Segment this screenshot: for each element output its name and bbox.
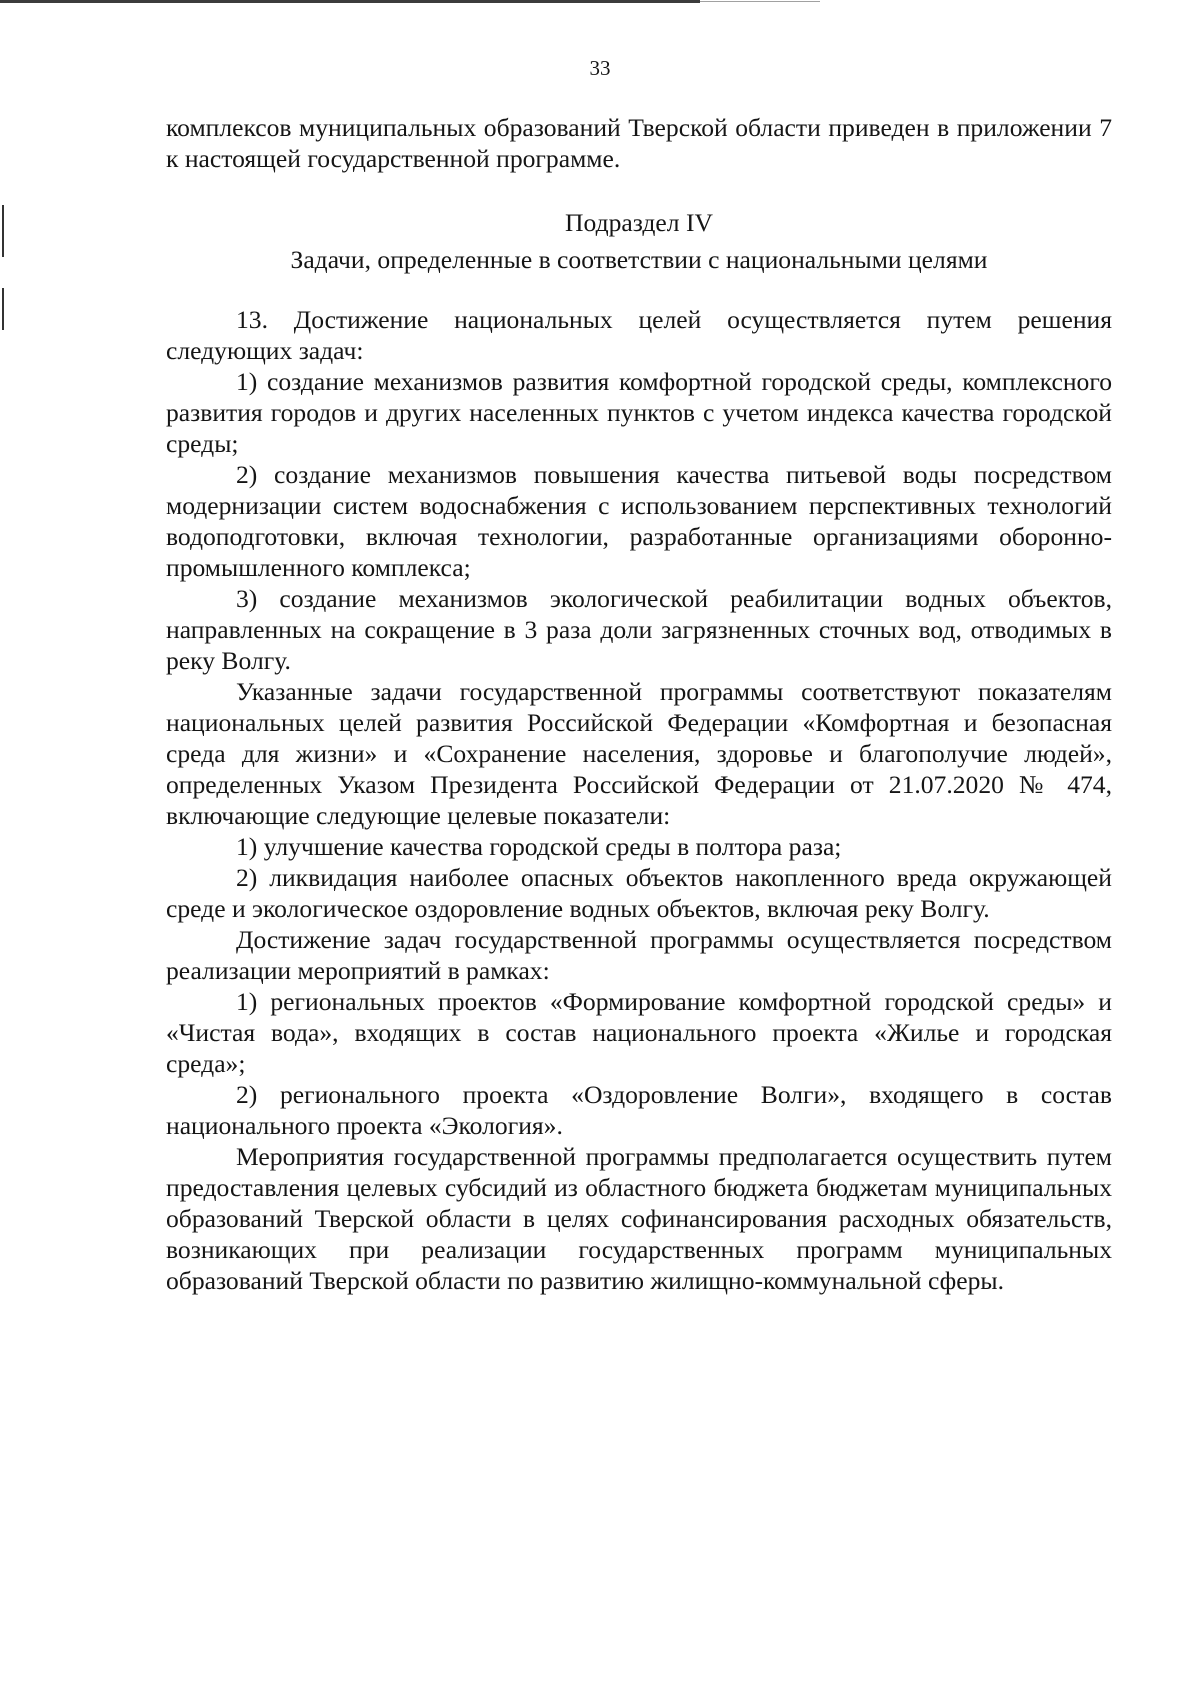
paragraph-13: 13. Достижение национальных целей осуществляется путем решения следующих задач: <box>166 305 1112 365</box>
subsection-heading <box>166 204 1112 278</box>
scan-mark-left-upper <box>2 205 4 257</box>
indicator-item-2: 2) ликвидация наиболее опасных объектов накопленного вреда окружающей среде и экологическое оздоровление водных объектов, включая реку Волгу. <box>166 863 1112 923</box>
scan-mark-left-lower <box>2 288 4 330</box>
document-body <box>166 112 1112 1296</box>
task-item-3: 3) создание механизмов экологической реабилитации водных объектов, направленных на сокращение в 3 раза доли загрязненных сточных вод, отводимых в реку Волгу. <box>166 584 1112 675</box>
intro-paragraph: комплексов муниципальных образований Тверской области приведен в приложении 7 к настоящей государственной программе. <box>166 113 1112 173</box>
page-number: 33 <box>589 56 611 80</box>
project-item-2: 2) регионального проекта «Оздоровление Волги», входящего в состав национального проекта «Экология». <box>166 1080 1112 1140</box>
task-item-2: 2) создание механизмов повышения качества питьевой воды посредством модернизации систем водоснабжения с использованием перспективных технологий водоподготовки, включая технологии, разработанные организациями оборонно-промышленного комплекса; <box>166 460 1112 582</box>
indicator-item-1: 1) улучшение качества городской среды в полтора раза; <box>236 832 842 861</box>
subsection-title: Задачи, определенные в соответствии с национальными целями <box>290 245 988 274</box>
project-item-1: 1) региональных проектов «Формирование комфортной городской среды» и «Чистая вода», входящих в состав национального проекта «Жилье и городская среда»; <box>166 987 1112 1078</box>
task-item-1: 1) создание механизмов развития комфортной городской среды, комплексного развития городов и других населенных пунктов с учетом индекса качества городской среды; <box>166 367 1112 458</box>
subsection-label: Подраздел IV <box>565 208 713 237</box>
achievement-intro-paragraph: Достижение задач государственной программы осуществляется посредством реализации мероприятий в рамках: <box>166 925 1112 985</box>
closing-paragraph: Мероприятия государственной программы предполагается осуществить путем предоставления целевых субсидий из областного бюджета бюджетам муниципальных образований Тверской области в целях софинансирования расходных обязательств, возникающих при реализации государственных программ муниципальных образований Тверской области по развитию жилищно-коммунальной сферы. <box>166 1142 1112 1295</box>
scan-edge-top <box>0 0 700 3</box>
indicators-intro-paragraph: Указанные задачи государственной программы соответствуют показателям национальных целей развития Российской Федерации «Комфортная и безопасная среда для жизни» и «Сохранение населения, здоровье и благополучие людей», определенных Указом Президента Российской Федерации от 21.07.2020 № 474, включающие следующие целевые показатели: <box>166 677 1112 830</box>
scan-edge-top-thin <box>700 1 820 2</box>
